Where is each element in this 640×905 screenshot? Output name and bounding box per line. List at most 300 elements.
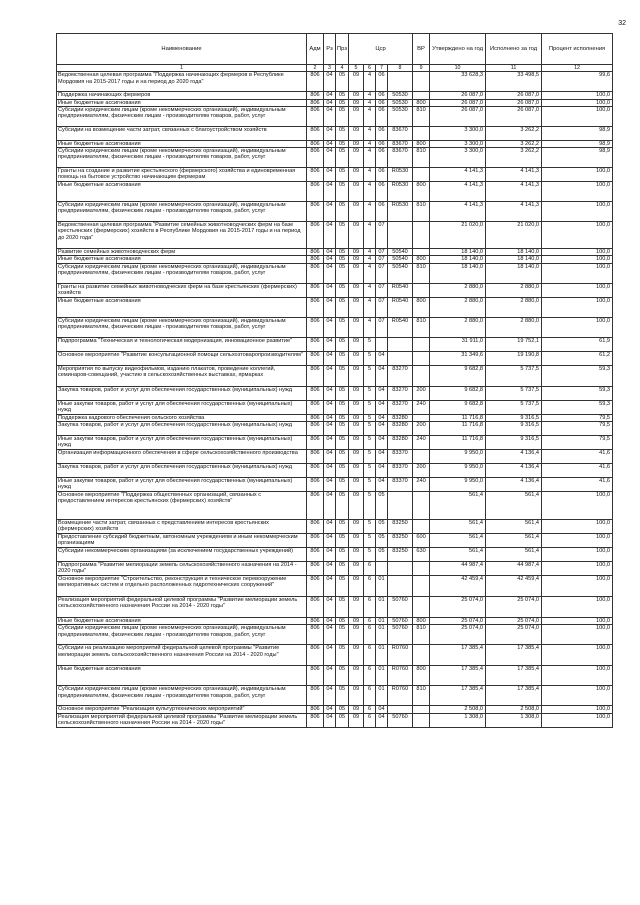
cell-csr4 (388, 492, 413, 520)
cell-csr2: 6 (364, 666, 376, 686)
cell-csr3: 04 (376, 365, 388, 386)
cell-prz: 05 (336, 492, 349, 520)
row-name-cell: Основное мероприятие "Строительство, реконструкция и техническое перевооружение мелиоративных систем и отдельно расположенных гидротехнических сооружений" (57, 576, 307, 597)
cell-csr3: 04 (376, 450, 388, 464)
cell-csr3: 05 (376, 548, 388, 562)
col-number: 2 (307, 65, 324, 72)
cell-adm: 806 (307, 478, 324, 492)
cell-csr3: 04 (376, 386, 388, 400)
cell-vr (413, 492, 430, 520)
cell-executed: 9 316,5 (486, 436, 542, 450)
col-number: 6 (364, 65, 376, 72)
cell-percent: 59,3 (542, 365, 613, 386)
cell-executed: 3 262,2 (486, 148, 542, 168)
cell-csr3: 06 (376, 99, 388, 106)
cell-rz: 04 (324, 283, 336, 297)
cell-csr1: 09 (349, 106, 364, 126)
cell-rz: 04 (324, 337, 336, 351)
table-row (57, 222, 613, 249)
cell-csr4 (388, 562, 413, 576)
cell-approved: 42 459,4 (430, 576, 486, 597)
cell-csr2: 5 (364, 534, 376, 548)
cell-vr: 800 (413, 618, 430, 625)
cell-approved: 4 141,3 (430, 182, 486, 202)
cell-adm: 806 (307, 534, 324, 548)
cell-vr (413, 249, 430, 256)
table-row (57, 168, 613, 182)
table-row (57, 597, 613, 618)
cell-approved: 25 074,0 (430, 625, 486, 645)
cell-approved: 3 300,0 (430, 148, 486, 168)
cell-csr2: 6 (364, 706, 376, 713)
cell-prz: 05 (336, 400, 349, 414)
cell-vr (413, 450, 430, 464)
cell-approved: 9 950,0 (430, 464, 486, 478)
cell-csr1: 09 (349, 422, 364, 436)
cell-approved: 561,4 (430, 520, 486, 534)
cell-csr2: 4 (364, 283, 376, 297)
cell-prz: 05 (336, 597, 349, 618)
cell-adm: 806 (307, 106, 324, 126)
cell-csr3: 07 (376, 256, 388, 263)
cell-csr2: 4 (364, 256, 376, 263)
table-row (57, 317, 613, 337)
cell-csr2: 5 (364, 548, 376, 562)
table-row (57, 202, 613, 222)
cell-csr2: 6 (364, 618, 376, 625)
cell-percent: 100,0 (542, 645, 613, 666)
row-name-cell: Возмещение части затрат, связанных с представлением интересов крестьянских (фермерских) хозяйств (57, 520, 307, 534)
cell-executed: 5 737,5 (486, 400, 542, 414)
cell-csr1: 09 (349, 478, 364, 492)
cell-csr1: 09 (349, 625, 364, 645)
table-row (57, 450, 613, 464)
cell-percent: 59,3 (542, 400, 613, 414)
cell-adm: 806 (307, 168, 324, 182)
header-prz: Прз (336, 34, 349, 65)
cell-prz: 05 (336, 283, 349, 297)
cell-percent: 59,3 (542, 386, 613, 400)
cell-rz: 04 (324, 202, 336, 222)
cell-csr4: 83250 (388, 520, 413, 534)
cell-adm: 806 (307, 386, 324, 400)
row-name-cell: Иные бюджетные ассигнования (57, 99, 307, 106)
cell-percent: 100,0 (542, 686, 613, 706)
cell-csr3: 04 (376, 436, 388, 450)
cell-approved: 9 950,0 (430, 450, 486, 464)
header-percent: Процент исполнения (542, 34, 613, 65)
cell-csr2: 4 (364, 317, 376, 337)
cell-percent: 100,0 (542, 317, 613, 337)
cell-prz: 05 (336, 478, 349, 492)
cell-percent: 100,0 (542, 222, 613, 249)
table-row (57, 297, 613, 317)
cell-csr2: 6 (364, 645, 376, 666)
cell-rz: 04 (324, 148, 336, 168)
table-row (57, 713, 613, 727)
row-name-cell: Основное мероприятие "Поддержка общественных организаций, связанных с предоставлением интересов крестьянских (фермерских) хозяйств" (57, 492, 307, 520)
cell-vr (413, 92, 430, 99)
cell-vr: 810 (413, 263, 430, 283)
cell-approved: 26 087,0 (430, 106, 486, 126)
cell-rz: 04 (324, 450, 336, 464)
cell-approved: 9 950,0 (430, 478, 486, 492)
cell-adm: 806 (307, 263, 324, 283)
cell-approved: 9 682,8 (430, 386, 486, 400)
cell-csr4: 83250 (388, 534, 413, 548)
table-row (57, 182, 613, 202)
cell-executed: 4 136,4 (486, 464, 542, 478)
cell-csr1: 09 (349, 706, 364, 713)
cell-percent: 100,0 (542, 618, 613, 625)
row-name-cell: Закупка товаров, работ и услуг для обеспечения государственных (муниципальных) нужд (57, 422, 307, 436)
cell-percent: 100,0 (542, 92, 613, 99)
cell-approved: 2 880,0 (430, 283, 486, 297)
header-executed: Исполнено за год (486, 34, 542, 65)
col-number: 1 (57, 65, 307, 72)
cell-csr4: 83270 (388, 386, 413, 400)
cell-prz: 05 (336, 422, 349, 436)
cell-vr: 800 (413, 297, 430, 317)
cell-csr1: 09 (349, 450, 364, 464)
cell-percent: 100,0 (542, 283, 613, 297)
table-row (57, 249, 613, 256)
cell-adm: 806 (307, 576, 324, 597)
cell-csr2: 6 (364, 576, 376, 597)
cell-vr (413, 576, 430, 597)
cell-prz: 05 (336, 297, 349, 317)
col-number: 11 (486, 65, 542, 72)
cell-csr1: 09 (349, 263, 364, 283)
table-row (57, 337, 613, 351)
cell-prz: 05 (336, 576, 349, 597)
cell-csr1: 09 (349, 597, 364, 618)
cell-percent: 99,6 (542, 72, 613, 92)
cell-rz: 04 (324, 414, 336, 421)
cell-csr3: 07 (376, 222, 388, 249)
cell-percent: 100,0 (542, 597, 613, 618)
cell-executed: 2 880,0 (486, 283, 542, 297)
cell-percent: 100,0 (542, 297, 613, 317)
cell-approved: 561,4 (430, 492, 486, 520)
cell-csr2: 4 (364, 182, 376, 202)
cell-csr1: 09 (349, 283, 364, 297)
cell-adm: 806 (307, 126, 324, 140)
cell-approved: 4 141,3 (430, 168, 486, 182)
cell-csr1: 09 (349, 140, 364, 147)
cell-csr1: 09 (349, 297, 364, 317)
cell-vr: 800 (413, 99, 430, 106)
header-approved: Утверждено на год (430, 34, 486, 65)
cell-csr2: 5 (364, 450, 376, 464)
cell-percent: 98,9 (542, 126, 613, 140)
cell-rz: 04 (324, 534, 336, 548)
table-row (57, 666, 613, 686)
cell-adm: 806 (307, 351, 324, 365)
cell-rz: 04 (324, 182, 336, 202)
cell-percent: 41,6 (542, 464, 613, 478)
cell-percent: 100,0 (542, 182, 613, 202)
row-name-cell: Субсидии юридическим лицам (кроме некоммерческих организаций), индивидуальным предпринимателям, физическим лицам - производителям товаров, работ, услуг (57, 686, 307, 706)
col-number: 12 (542, 65, 613, 72)
cell-csr4: 83280 (388, 436, 413, 450)
cell-prz: 05 (336, 72, 349, 92)
cell-executed: 25 074,0 (486, 618, 542, 625)
cell-percent: 100,0 (542, 534, 613, 548)
cell-rz: 04 (324, 99, 336, 106)
cell-vr: 600 (413, 534, 430, 548)
cell-rz: 04 (324, 249, 336, 256)
cell-csr2: 4 (364, 126, 376, 140)
cell-csr1: 09 (349, 686, 364, 706)
row-name-cell: Субсидии юридическим лицам (кроме некоммерческих организаций), индивидуальным предпринимателям, физическим лицам - производителям товаров, работ, услуг (57, 625, 307, 645)
cell-vr (413, 283, 430, 297)
cell-percent: 100,0 (542, 202, 613, 222)
cell-csr3: 06 (376, 148, 388, 168)
cell-prz: 05 (336, 263, 349, 283)
col-number: 7 (376, 65, 388, 72)
cell-vr: 800 (413, 140, 430, 147)
cell-executed: 3 262,2 (486, 140, 542, 147)
cell-prz: 05 (336, 317, 349, 337)
cell-rz: 04 (324, 365, 336, 386)
cell-approved: 33 628,3 (430, 72, 486, 92)
table-row (57, 126, 613, 140)
cell-executed: 26 087,0 (486, 99, 542, 106)
row-name-cell: Основное мероприятие "Реализация культуртехнических мероприятий" (57, 706, 307, 713)
cell-prz: 05 (336, 386, 349, 400)
cell-csr3: 06 (376, 168, 388, 182)
cell-csr4: 50760 (388, 713, 413, 727)
cell-csr1: 09 (349, 72, 364, 92)
cell-csr4: R0530 (388, 182, 413, 202)
cell-csr3: 07 (376, 249, 388, 256)
cell-prz: 05 (336, 562, 349, 576)
table-row (57, 106, 613, 126)
cell-vr: 240 (413, 400, 430, 414)
cell-csr4 (388, 222, 413, 249)
cell-approved: 31 911,0 (430, 337, 486, 351)
cell-csr1: 09 (349, 666, 364, 686)
cell-prz: 05 (336, 436, 349, 450)
cell-prz: 05 (336, 520, 349, 534)
col-number: 3 (324, 65, 336, 72)
cell-percent: 41,6 (542, 478, 613, 492)
cell-percent: 100,0 (542, 562, 613, 576)
cell-adm: 806 (307, 337, 324, 351)
cell-vr (413, 126, 430, 140)
col-number: 9 (413, 65, 430, 72)
cell-csr2: 5 (364, 386, 376, 400)
table-row (57, 464, 613, 478)
cell-prz: 05 (336, 168, 349, 182)
cell-csr2: 6 (364, 562, 376, 576)
cell-percent: 100,0 (542, 520, 613, 534)
cell-approved: 44 987,4 (430, 562, 486, 576)
cell-csr4: 83670 (388, 148, 413, 168)
cell-approved: 2 508,0 (430, 706, 486, 713)
cell-csr4: 50760 (388, 618, 413, 625)
row-name-cell: Поддержка начинающих фермеров (57, 92, 307, 99)
table-row (57, 618, 613, 625)
cell-csr1: 09 (349, 256, 364, 263)
cell-rz: 04 (324, 666, 336, 686)
cell-rz: 04 (324, 92, 336, 99)
cell-csr2: 5 (364, 436, 376, 450)
cell-csr1: 09 (349, 148, 364, 168)
cell-executed: 25 074,0 (486, 597, 542, 618)
cell-csr1: 09 (349, 492, 364, 520)
cell-adm: 806 (307, 222, 324, 249)
cell-approved: 9 682,8 (430, 365, 486, 386)
cell-adm: 806 (307, 713, 324, 727)
cell-csr4: 50530 (388, 92, 413, 99)
cell-percent: 100,0 (542, 625, 613, 645)
budget-table (56, 33, 613, 728)
cell-percent: 100,0 (542, 263, 613, 283)
cell-executed: 26 087,0 (486, 92, 542, 99)
cell-adm: 806 (307, 492, 324, 520)
cell-csr1: 09 (349, 713, 364, 727)
cell-executed: 17 385,4 (486, 686, 542, 706)
cell-csr3: 06 (376, 72, 388, 92)
cell-csr4: 83280 (388, 414, 413, 421)
cell-vr (413, 597, 430, 618)
cell-rz: 04 (324, 256, 336, 263)
col-number: 8 (388, 65, 413, 72)
cell-prz: 05 (336, 464, 349, 478)
cell-csr2: 4 (364, 168, 376, 182)
cell-adm: 806 (307, 92, 324, 99)
cell-approved: 26 087,0 (430, 99, 486, 106)
cell-adm: 806 (307, 249, 324, 256)
cell-executed: 4 136,4 (486, 478, 542, 492)
cell-csr4: 50540 (388, 249, 413, 256)
cell-executed: 9 316,5 (486, 414, 542, 421)
cell-rz: 04 (324, 351, 336, 365)
table-row (57, 686, 613, 706)
cell-prz: 05 (336, 666, 349, 686)
cell-executed: 21 020,0 (486, 222, 542, 249)
cell-csr4: 83670 (388, 140, 413, 147)
cell-adm: 806 (307, 256, 324, 263)
cell-csr2: 4 (364, 72, 376, 92)
cell-rz: 04 (324, 126, 336, 140)
cell-csr1: 09 (349, 92, 364, 99)
cell-prz: 05 (336, 99, 349, 106)
cell-csr4 (388, 72, 413, 92)
cell-adm: 806 (307, 140, 324, 147)
cell-csr2: 4 (364, 222, 376, 249)
cell-rz: 04 (324, 297, 336, 317)
cell-prz: 05 (336, 686, 349, 706)
cell-executed: 18 140,0 (486, 256, 542, 263)
cell-adm: 806 (307, 597, 324, 618)
row-name-cell: Основное мероприятие "Развитие консультационной помощи сельхозтоваропроизводителям" (57, 351, 307, 365)
cell-executed: 561,4 (486, 548, 542, 562)
cell-csr4 (388, 337, 413, 351)
header-row (57, 34, 613, 65)
cell-vr (413, 562, 430, 576)
cell-percent: 98,9 (542, 148, 613, 168)
cell-csr3: 04 (376, 351, 388, 365)
cell-approved: 21 020,0 (430, 222, 486, 249)
cell-csr1: 09 (349, 168, 364, 182)
col-number: 10 (430, 65, 486, 72)
row-name-cell: Гранты на развитие семейных животноводческих ферм на базе крестьянских (фермерских) хозяйств (57, 283, 307, 297)
row-name-cell: Субсидии юридическим лицам (кроме некоммерческих организаций), индивидуальным предпринимателям, физическим лицам - производителям товаров, работ, услуг (57, 263, 307, 283)
cell-prz: 05 (336, 534, 349, 548)
cell-approved: 25 074,0 (430, 597, 486, 618)
cell-rz: 04 (324, 562, 336, 576)
cell-rz: 04 (324, 106, 336, 126)
cell-csr2: 4 (364, 263, 376, 283)
table-row (57, 351, 613, 365)
cell-csr1: 09 (349, 576, 364, 597)
row-name-cell: Реализация мероприятий федеральной целевой программы "Развитие мелиорации земель сельскохозяйственного назначения России на 2014 - 2020 годы" (57, 713, 307, 727)
cell-csr2: 4 (364, 249, 376, 256)
cell-vr (413, 168, 430, 182)
cell-csr4: 83270 (388, 365, 413, 386)
cell-csr1: 09 (349, 337, 364, 351)
row-name-cell: Организация информационного обеспечения в сфере сельскохозяйственного производства (57, 450, 307, 464)
cell-adm: 806 (307, 400, 324, 414)
cell-csr4: 83370 (388, 478, 413, 492)
cell-prz: 05 (336, 126, 349, 140)
cell-percent: 79,5 (542, 422, 613, 436)
cell-executed: 4 141,3 (486, 182, 542, 202)
cell-vr (413, 414, 430, 421)
header-adm: Адм (307, 34, 324, 65)
cell-prz: 05 (336, 625, 349, 645)
table-row (57, 263, 613, 283)
cell-csr1: 09 (349, 202, 364, 222)
cell-approved: 11 716,8 (430, 422, 486, 436)
cell-csr3: 05 (376, 492, 388, 520)
cell-percent: 100,0 (542, 576, 613, 597)
cell-csr3: 04 (376, 713, 388, 727)
cell-csr2: 4 (364, 297, 376, 317)
cell-adm: 806 (307, 548, 324, 562)
cell-csr1: 09 (349, 317, 364, 337)
table-row (57, 92, 613, 99)
cell-vr: 800 (413, 256, 430, 263)
cell-prz: 05 (336, 645, 349, 666)
cell-executed: 17 385,4 (486, 666, 542, 686)
cell-adm: 806 (307, 520, 324, 534)
cell-csr2: 4 (364, 99, 376, 106)
cell-csr3: 07 (376, 317, 388, 337)
cell-vr: 630 (413, 548, 430, 562)
table-row (57, 436, 613, 450)
cell-approved: 2 880,0 (430, 297, 486, 317)
cell-vr: 200 (413, 386, 430, 400)
cell-csr2: 4 (364, 148, 376, 168)
cell-vr (413, 72, 430, 92)
cell-rz: 04 (324, 645, 336, 666)
cell-csr1: 09 (349, 182, 364, 202)
cell-vr: 810 (413, 686, 430, 706)
cell-executed: 25 074,0 (486, 625, 542, 645)
cell-approved: 17 385,4 (430, 686, 486, 706)
cell-vr: 810 (413, 317, 430, 337)
cell-csr4: R0540 (388, 297, 413, 317)
cell-csr2: 6 (364, 625, 376, 645)
cell-csr4: R0540 (388, 283, 413, 297)
table-row (57, 520, 613, 534)
cell-vr: 240 (413, 478, 430, 492)
cell-executed: 4 141,3 (486, 168, 542, 182)
